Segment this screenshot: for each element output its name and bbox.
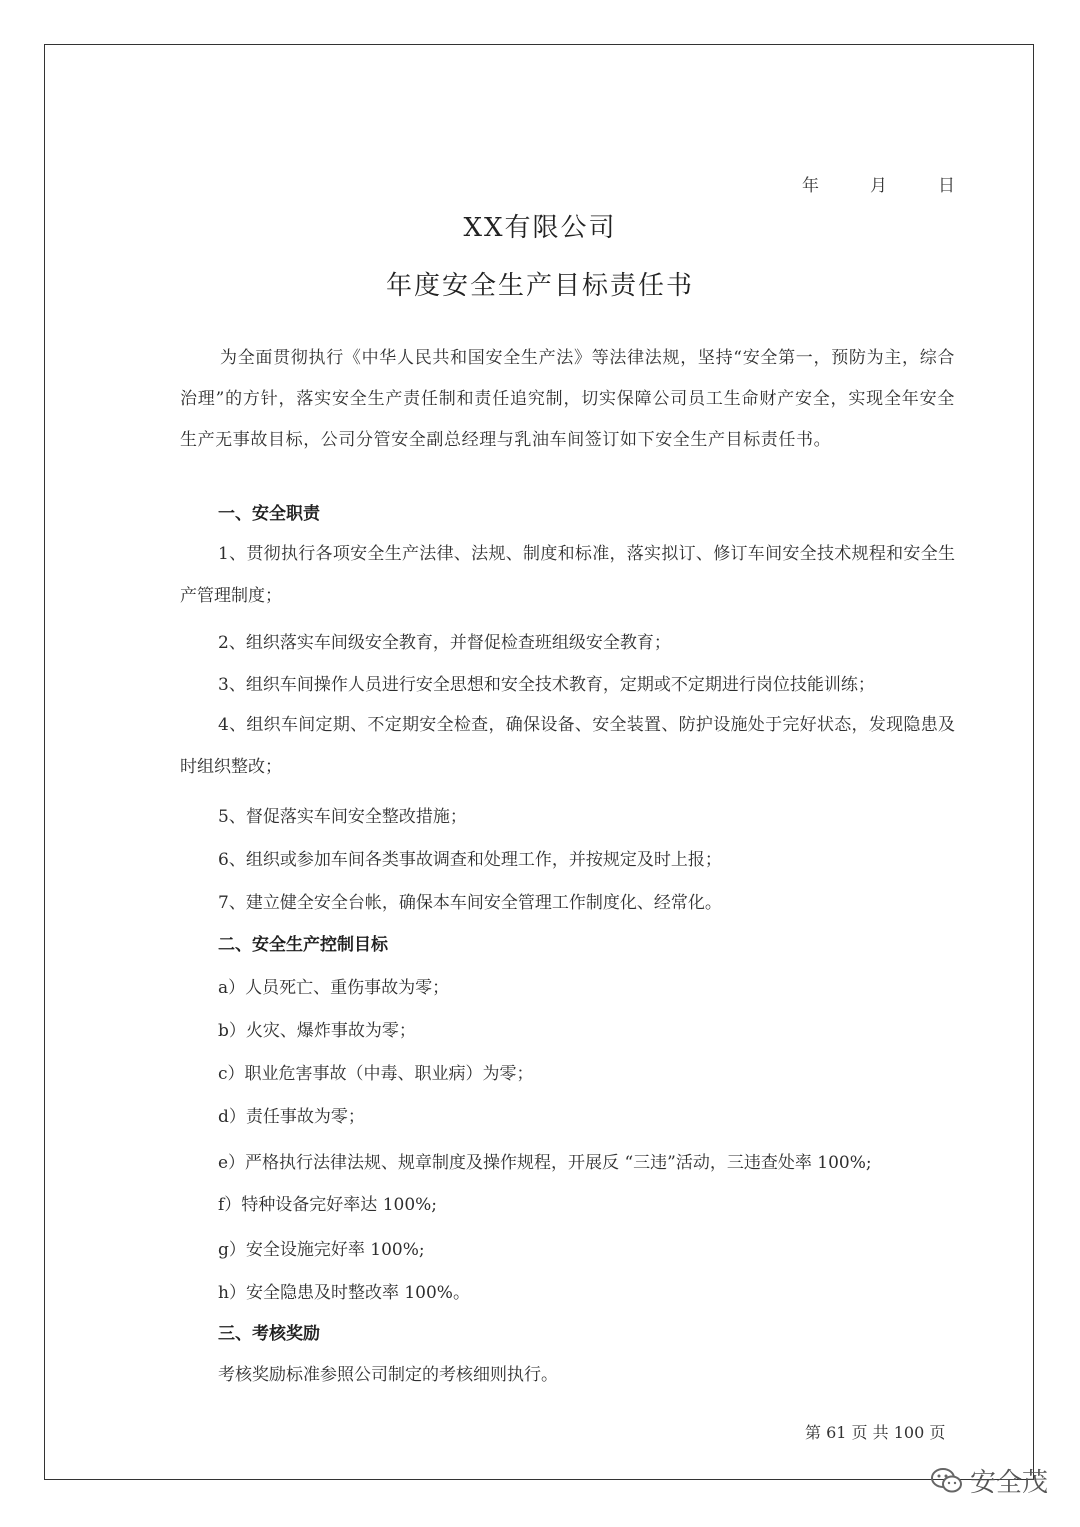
wechat-icon xyxy=(930,1466,964,1496)
year-label: 年 xyxy=(802,176,819,196)
target-item-c: c）职业危害事故（中毒、职业病）为零； xyxy=(218,1064,534,1084)
duty-item-4: 4、组织车间定期、不定期安全检查，确保设备、安全装置、防护设施处于完好状态，发现隐患及时组织整改； xyxy=(180,715,955,777)
section3-heading: 三、考核奖励 xyxy=(218,1324,320,1344)
target-item-d: d）责任事故为零； xyxy=(218,1107,365,1127)
watermark-text: 安全茂 xyxy=(970,1468,1049,1498)
duty-item-6: 6、组织或参加车间各类事故调查和处理工作，并按规定及时上报； xyxy=(218,850,722,870)
duty-item-5: 5、督促落实车间安全整改措施； xyxy=(218,807,467,827)
section1-heading: 一、安全职责 xyxy=(218,504,320,524)
target-item-a: a）人员死亡、重伤事故为零； xyxy=(218,978,450,998)
duty-item-2: 2、组织落实车间级安全教育，并督促检查班组级安全教育； xyxy=(218,633,671,653)
section2-heading: 二、安全生产控制目标 xyxy=(218,935,388,955)
month-label: 月 xyxy=(870,176,887,196)
duty-item-7: 7、建立健全安全台帐，确保本车间安全管理工作制度化、经常化。 xyxy=(218,893,722,913)
assessment-text: 考核奖励标准参照公司制定的考核细则执行。 xyxy=(218,1365,558,1385)
day-label: 日 xyxy=(938,176,955,196)
page-number: 第 61 页 共 100 页 xyxy=(805,1423,946,1442)
target-item-g: g）安全设施完好率 100%; xyxy=(218,1240,425,1260)
duty-item-1: 1、贯彻执行各项安全生产法律、法规、制度和标准，落实拟订、修订车间安全技术规程和安全生产管理制度； xyxy=(180,544,955,606)
company-title: XX有限公司 xyxy=(463,213,617,243)
intro-paragraph: 为全面贯彻执行《中华人民共和国安全生产法》等法律法规，坚持“安全第一，预防为主，综合治理”的方针，落实安全生产责任制和责任追究制，切实保障公司员工生命财产安全，实现全年安全生产无事故目标，公司分管安全副总经理与乳油车间签订如下安全生产目标责任书。 xyxy=(180,348,955,450)
document-title: 年度安全生产目标责任书 xyxy=(385,271,694,301)
target-item-e: e）严格执行法律法规、规章制度及操作规程，开展反 “三违”活动，三违查处率 100%; xyxy=(218,1153,872,1173)
watermark xyxy=(930,1462,1048,1499)
duty-item-3: 3、组织车间操作人员进行安全思想和安全技术教育，定期或不定期进行岗位技能训练； xyxy=(218,675,875,695)
target-item-b: b）火灾、爆炸事故为零； xyxy=(218,1021,416,1041)
target-item-h: h）安全隐患及时整改率 100%。 xyxy=(218,1283,470,1303)
target-item-f: f）特种设备完好率达 100%; xyxy=(218,1195,438,1215)
